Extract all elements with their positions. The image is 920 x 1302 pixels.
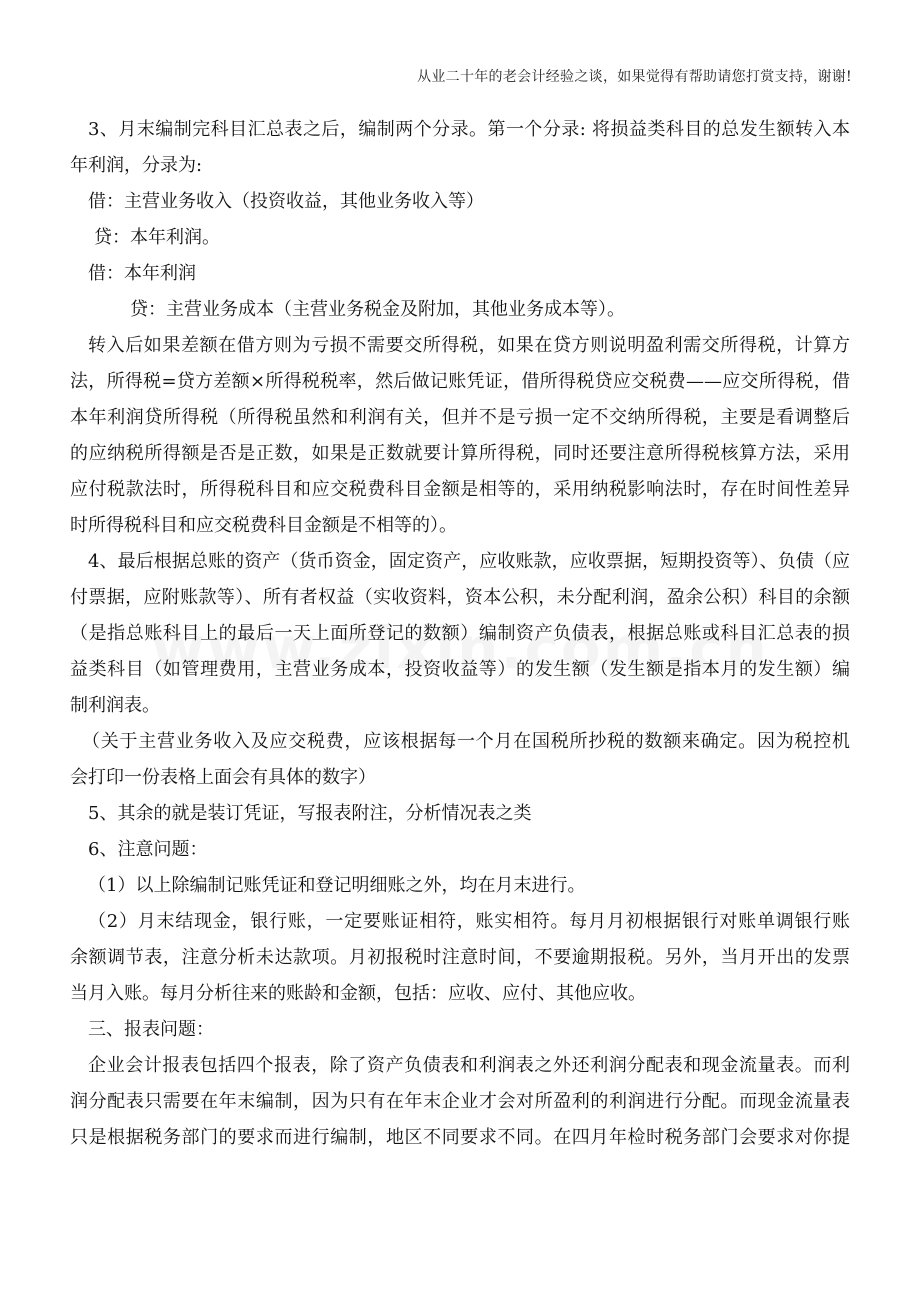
paragraph-line: （关于主营业务收入及应交税费，应该根据每一个月在国税所抄税的数额来确定。因为税控机 [82,731,850,752]
paragraph-line: 企业会计报表包括四个报表，除了资产负债表和利润表之外还利润分配表和现金流量表。而利 [88,1055,850,1076]
paragraph-line: 法，所得税=贷方差额×所得税税率，然后做记账凭证，借所得税贷应交税费——应交所得税，借 [70,371,850,392]
entry-debit-line: 借：本年利润 [88,263,196,284]
section-heading: 6、注意问题： [88,839,208,860]
paragraph-line: 会打印一份表格上面会有具体的数字） [70,767,376,788]
paragraph-line: 润分配表只需要在年末编制，因为只有在年末企业才会对所盈利的利润进行分配。而现金流量表 [70,1091,850,1112]
paragraph-line: 益类科目（如管理费用，主营业务成本，投资收益等）的发生额（发生额是指本月的发生额）编 [70,659,850,680]
paragraph-line: 3、月末编制完科目汇总表之后，编制两个分录。第一个分录: 将损益类科目的总发生额转入本 [88,119,850,140]
paragraph-line: 的应纳税所得额是否是正数，如果是正数就要计算所得税，同时还要注意所得税核算方法，采用 [70,443,850,464]
document-body [70,112,850,1156]
header-note: 从业二十年的老会计经验之谈，如果觉得有帮助请您打赏支持，谢谢! [417,69,852,85]
paragraph-line: 本年利润贷所得税（所得税虽然和利润有关，但并不是亏损一定不交纳所得税，主要是看调整后 [70,407,850,428]
paragraph-line: 4、最后根据总账的资产（货币资金，固定资产，应收账款，应收票据，短期投资等）、负债（应 [88,551,850,572]
paragraph-line: 余额调节表，注意分析未达款项。月初报税时注意时间，不要逾期报税。另外，当月开出的发票 [70,947,850,968]
paragraph-line: 年利润，分录为: [70,155,203,176]
paragraph-line: 转入后如果差额在借方则为亏损不需要交所得税，如果在贷方则说明盈利需交所得税，计算方 [88,335,850,356]
paragraph-line: 只是根据税务部门的要求而进行编制，地区不同要求不同。在四月年检时税务部门会要求对你提 [70,1127,850,1148]
entry-credit-line: 贷：本年利润。 [94,227,220,248]
paragraph-line: 制利润表。 [70,695,160,716]
list-item: （1）以上除编制记账凭证和登记明细账之外，均在月末进行。 [88,875,586,896]
entry-credit-line: 贷：主营业务成本（主营业务税金及附加，其他业务成本等）。 [130,299,625,320]
section-heading: 三、报表问题： [88,1019,214,1040]
paragraph-line: 5、其余的就是装订凭证，写报表附注，分析情况表之类 [88,803,532,824]
paragraph-line: 当月入账。每月分析往来的账龄和金额，包括：应收、应付、其他应收。 [70,983,646,1004]
entry-debit-line: 借：主营业务收入（投资收益，其他业务收入等） [88,191,484,212]
paragraph-line: 付票据，应附账款等）、所有者权益（实收资料，资本公积，未分配利润，盈余公积）科目的余额 [70,587,850,608]
paragraph-line: （是指总账科目上的最后一天上面所登记的数额）编制资产负债表，根据总账或科目汇总表的损 [70,623,850,644]
paragraph-line: 应付税款法时，所得税科目和应交税费科目金额是相等的，采用纳税影响法时，存在时间性差异 [70,479,850,500]
paragraph-line: 时所得税科目和应交税费科目金额是不相等的）。 [70,515,457,536]
list-item: （2）月末结现金，银行账，一定要账证相符，账实相符。每月月初根据银行对账单调银行账 [88,911,850,932]
